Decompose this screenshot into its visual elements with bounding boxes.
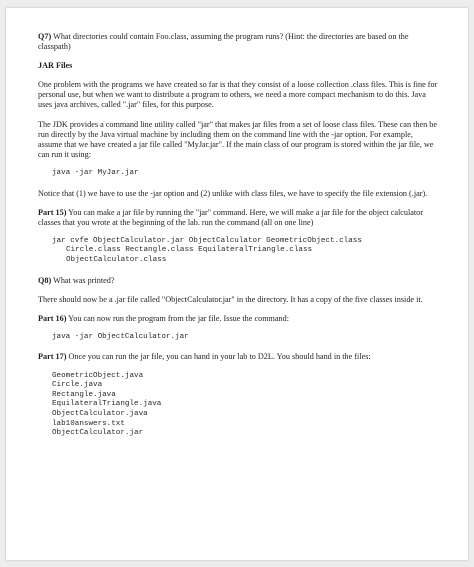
file-list-item: ObjectCalculator.jar — [52, 429, 144, 438]
part-17-label: Part 17) — [38, 352, 67, 362]
part-15-text: You can make a jar file by running the "jar" command. Here, we will make a jar file for the object calculator classes that you wrote at the beginning of the lab. run the command (all on one line) — [38, 207, 423, 227]
document-page — [6, 8, 468, 560]
code-run-myjar: java -jar MyJar.jar — [52, 168, 139, 177]
paragraph-jar-created: There should now be a .jar file called "ObjectCalculator.jar" in the directory. It has a copy of the five classes inside it. — [38, 294, 423, 304]
question-q8 — [38, 276, 438, 286]
file-list-item: ObjectCalculator.java — [52, 409, 148, 418]
code-jar-create — [38, 237, 438, 266]
question-q7 — [38, 32, 438, 52]
part-16 — [38, 314, 438, 324]
file-list-item: EquilateralTriangle.java — [52, 400, 162, 409]
part-15 — [38, 208, 438, 228]
q7-text: What directories could contain Foo.class, assuming the program runs? (Hint: the directories are based on the classpath) — [38, 32, 409, 52]
file-list-item: Circle.java — [52, 381, 103, 390]
part-15-label: Part 15) — [38, 207, 67, 217]
paragraph-loose-classes: One problem with the programs we have created so far is that they consist of a loose collection .class files. This is fine for personal use, but when we want to distribute a program to others, we need a more compact mechanism to do this. Java uses java archives, called ".jar" files, for this purpose. — [38, 80, 438, 110]
file-list-item: Rectangle.java — [52, 390, 116, 399]
q7-label: Q7) — [38, 32, 52, 41]
hand-in-file-list — [38, 372, 438, 439]
part-16-label: Part 16) — [38, 313, 67, 323]
code-run-calculator: java -jar ObjectCalculator.jar — [52, 332, 189, 341]
part-16-text: You can now run the program from the jar file. Issue the command: — [66, 313, 290, 323]
file-list-item: lab10answers.txt — [52, 419, 125, 428]
code-jar-create-line: jar cvfe ObjectCalculator.jar ObjectCalculator GeometricObject.class — [52, 236, 362, 245]
document-body — [38, 32, 438, 449]
jar-files-heading: JAR Files — [38, 61, 73, 71]
code-jar-create-line: ObjectCalculator.class — [66, 256, 167, 264]
file-list-item: GeometricObject.java — [52, 371, 144, 380]
paragraph-notice: Notice that (1) we have to use the -jar option and (2) unlike with class files, we have to specify the file extension (.jar). — [38, 188, 428, 198]
part-17-text: Once you can run the jar file, you can hand in your lab to D2L. You should hand in the files: — [66, 352, 371, 362]
part-17 — [38, 352, 438, 362]
q8-label: Q8) — [38, 275, 52, 285]
code-jar-create-line: Circle.class Rectangle.class EquilateralTriangle.class — [66, 246, 313, 255]
q8-text: What was printed? — [51, 275, 115, 285]
paragraph-jdk-jar: The JDK provides a command line utility called "jar" that makes jar files from a set of loose class files. These can then be run directly by the Java virtual machine by including them on the command line with the -jar option. For example, assume that we have created a jar file called "MyJar.jar". If the main class of our program is stored within the jar file, we can run it using: — [38, 119, 437, 159]
